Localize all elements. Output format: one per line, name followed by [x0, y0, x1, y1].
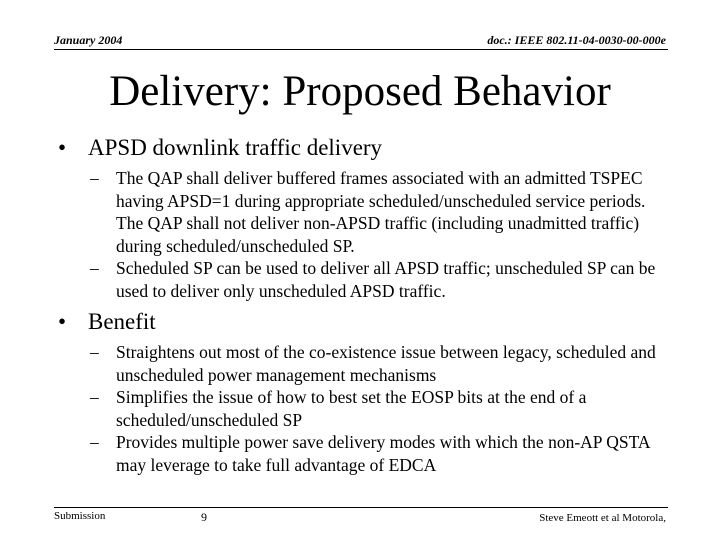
sub-marker: – — [90, 168, 99, 188]
header-rule — [54, 49, 668, 50]
bullet-apsd-delivery — [58, 132, 668, 164]
footer-rule — [54, 507, 668, 508]
sub-item — [90, 257, 668, 302]
sub-text: The QAP shall deliver buffered frames associated with an admitted TSPEC having APSD=1 during appropriate scheduled/unscheduled service periods. The QAP shall not deliver non-APSD traffic (including unadmitted traffic) during scheduled/unscheduled SP. — [116, 168, 646, 256]
bullet-text: Benefit — [88, 309, 156, 334]
bullet-text: APSD downlink traffic delivery — [88, 135, 383, 160]
footer-author: Steve Emeott et al Motorola, — [539, 512, 666, 524]
bullet-marker: • — [58, 309, 67, 334]
sub-item — [90, 431, 668, 476]
header-date: January 2004 — [54, 33, 123, 47]
sub-text: Straightens out most of the co-existence issue between legacy, scheduled and unscheduled power management mechanisms — [116, 342, 656, 385]
sub-text: Scheduled SP can be used to deliver all APSD traffic; unscheduled SP can be used to deliver only unscheduled APSD traffic. — [116, 258, 656, 301]
sub-item — [90, 167, 668, 257]
slide-title: Delivery: Proposed Behavior — [109, 68, 611, 115]
sub-marker: – — [90, 342, 99, 362]
sublist-apsd-delivery — [90, 167, 668, 302]
sub-text: Simplifies the issue of how to best set the EOSP bits at the end of a scheduled/unscheduled SP — [116, 387, 587, 430]
slide-content — [58, 132, 668, 479]
header-doc-id: doc.: IEEE 802.11-04-0030-00-000e — [487, 33, 666, 47]
footer-page-number: 9 — [201, 510, 207, 524]
sub-text: Provides multiple power save delivery modes with which the non-AP QSTA may leverage to take full advantage of EDCA — [116, 432, 650, 475]
sublist-benefit — [90, 341, 668, 476]
bullet-marker: • — [58, 135, 67, 160]
sub-marker: – — [90, 432, 99, 452]
sub-item — [90, 386, 668, 431]
bullet-benefit — [58, 306, 668, 338]
sub-marker: – — [90, 387, 99, 407]
footer-submission: Submission — [54, 510, 106, 522]
sub-marker: – — [90, 258, 99, 278]
sub-item — [90, 341, 668, 386]
